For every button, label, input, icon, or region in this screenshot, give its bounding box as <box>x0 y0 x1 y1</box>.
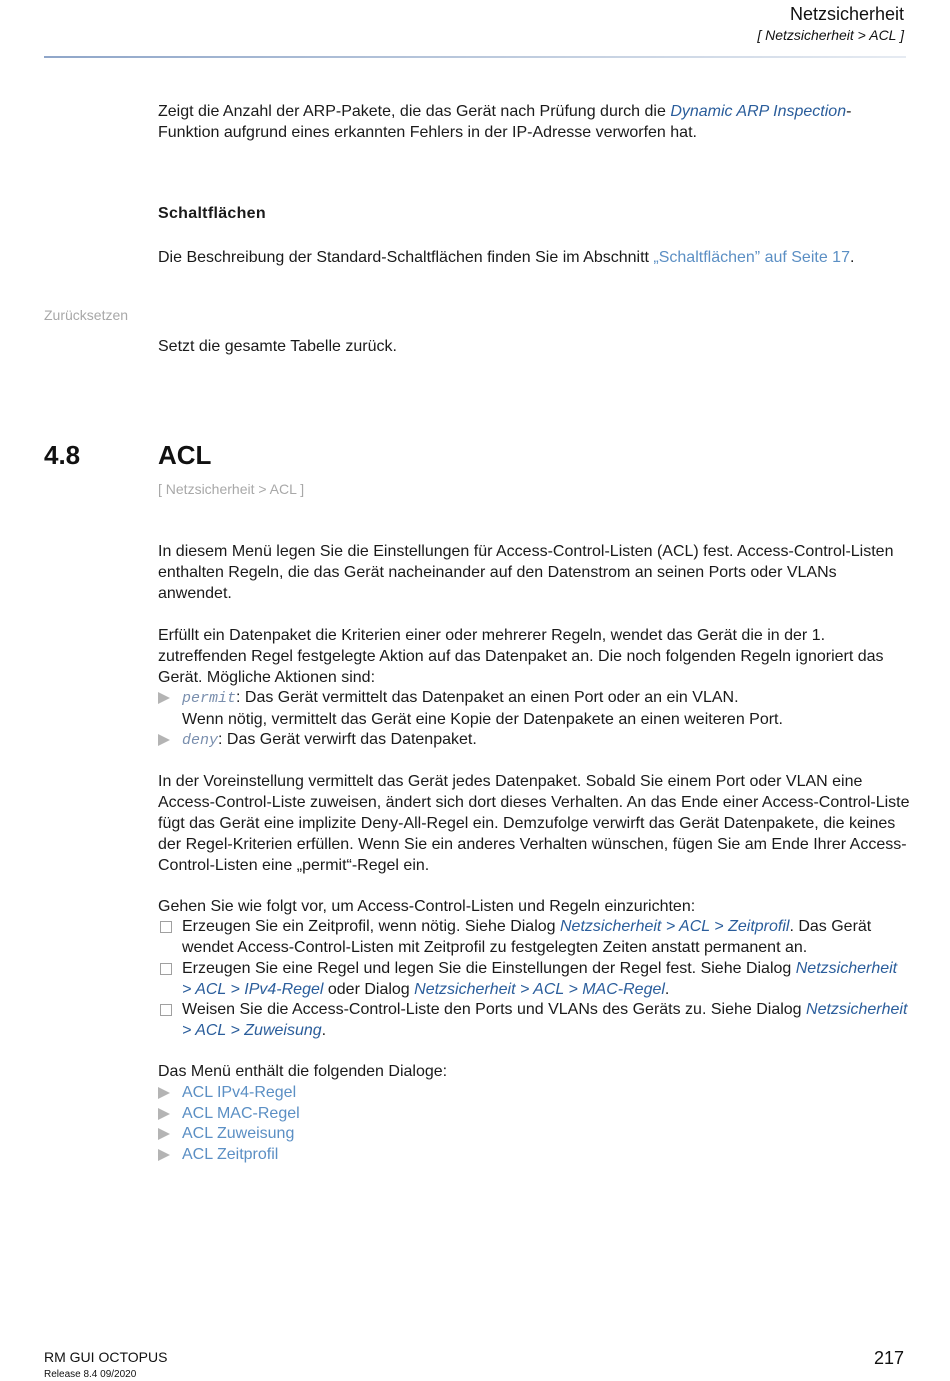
deny-code: deny <box>182 732 219 749</box>
section-title: ACL <box>158 440 212 470</box>
step-2-text-mid: oder Dialog <box>323 981 415 998</box>
bullet-triangle-icon <box>158 1108 170 1120</box>
bullet-triangle-icon <box>158 734 170 746</box>
dialog-link-item <box>158 1123 910 1144</box>
dialog-link-item <box>158 1144 910 1165</box>
paragraph-acl-intro: In diesem Menü legen Sie die Einstellungen für Access-Control-Listen (ACL) fest. Access-Control-Listen enthalten Regeln, die das Gerät nacheinander auf den Datenstrom an seinen Ports oder VLANs anwendet. <box>158 543 894 602</box>
ipv4-regel-dialog-link[interactable]: Netzsicherheit > ACL > IPv4-Regel <box>182 960 898 998</box>
dynamic-arp-inspection-link[interactable]: Dynamic ARP Inspection <box>670 103 847 120</box>
paragraph-acl-rules: Erfüllt ein Datenpaket die Kriterien einer oder mehrerer Regeln, wendet das Gerät die in der 1. zutreffenden Regel festgelegte Aktion auf das Datenpaket an. Die noch folgenden Regeln ignoriert das Gerät. Mögliche Aktionen sind: <box>158 627 884 686</box>
bullet-triangle-icon <box>158 1149 170 1161</box>
step-1-text: Erzeugen Sie ein Zeitprofil, wenn nötig. Siehe Dialog <box>182 918 560 935</box>
step-2-text: Erzeugen Sie eine Regel und legen Sie die Einstellungen der Regel fest. Siehe Dialog <box>182 960 796 977</box>
paragraph-steps-intro: Gehen Sie wie folgt vor, um Access-Control-Listen und Regeln einzurichten: <box>158 898 696 915</box>
bullet-triangle-icon <box>158 1087 170 1099</box>
section-number: 4.8 <box>44 440 81 470</box>
checkbox-icon <box>160 921 172 933</box>
page-header-title: Netzsicherheit <box>789 4 904 24</box>
paragraph-dialogs-intro: Das Menü enthält die folgenden Dialoge: <box>158 1063 448 1080</box>
intro-text-after: -Funktion aufgrund eines erkannten Fehlers in der IP-Adresse verworfen hat. <box>158 103 852 141</box>
intro-text-before: Zeigt die Anzahl der ARP-Pakete, die das Gerät nach Prüfung durch die <box>158 103 671 120</box>
checkbox-icon <box>160 1004 172 1016</box>
intro-paragraph <box>158 101 910 143</box>
page-header-breadcrumb: [ Netzsicherheit > ACL ] <box>757 27 904 43</box>
zeitprofil-dialog-link[interactable]: Netzsicherheit > ACL > Zeitprofil <box>560 918 790 935</box>
buttons-text-after: . <box>849 249 855 266</box>
acl-ipv4-regel-link[interactable]: ACL IPv4-Regel <box>182 1084 297 1101</box>
list-item-permit <box>158 687 910 729</box>
checkbox-icon <box>160 963 172 975</box>
permit-text: : Das Gerät vermittelt das Datenpaket an einen Port oder an ein VLAN. <box>236 689 739 706</box>
paragraph-default-behavior: In der Voreinstellung vermittelt das Gerät jedes Datenpaket. Sobald Sie einem Port oder VLAN eine Access-Control-Liste zuweisen, ändert sich dort dieses Verhalten. An das Ende einer Access-Control-Liste fügt das Gerät eine implizite Deny-All-Regel ein. Demzufolge verwirft das Gerät Datenpakete, die keines der Regel-Kriterien erfüllen. Wenn Sie ein anderes Verhalten wünschen, fügen Sie am Ende Ihrer Access-Control-Listen eine „permit“-Regel ein. <box>158 773 910 874</box>
step-3-text-after: . <box>321 1022 327 1039</box>
bullet-triangle-icon <box>158 692 170 704</box>
permit-code: permit <box>182 690 237 707</box>
step-3-text: Weisen Sie die Access-Control-Liste den Ports und VLANs des Geräts zu. Siehe Dialog <box>182 1001 807 1018</box>
acl-zuweisung-link[interactable]: ACL Zuweisung <box>182 1125 295 1142</box>
step-item-regel <box>158 958 910 1000</box>
bullet-triangle-icon <box>158 1128 170 1140</box>
step-1-text-after: . Das Gerät wendet Access-Control-Listen mit Zeitprofil zu festgelegten Zeiten anstatt permanent an. <box>182 918 872 956</box>
permit-text-2: Wenn nötig, vermittelt das Gerät eine Kopie der Datenpakete an einen weiteren Port. <box>182 711 783 728</box>
deny-text: : Das Gerät verwirft das Datenpaket. <box>218 731 477 748</box>
footer-release: Release 8.4 09/2020 <box>44 1369 137 1380</box>
dialog-link-item <box>158 1103 910 1124</box>
schaltflaechen-page-link[interactable]: „Schaltflächen” auf Seite 17 <box>653 249 850 266</box>
acl-mac-regel-link[interactable]: ACL MAC-Regel <box>182 1105 300 1122</box>
list-item-deny <box>158 729 910 750</box>
header-divider <box>44 56 906 58</box>
buttons-paragraph <box>158 247 910 268</box>
acl-zeitprofil-link[interactable]: ACL Zeitprofil <box>182 1146 279 1163</box>
step-2-text-after: . <box>664 981 670 998</box>
footer-product: RM GUI OCTOPUS <box>44 1349 168 1365</box>
step-item-zeitprofil <box>158 916 910 958</box>
buttons-text-before: Die Beschreibung der Standard-Schaltflächen finden Sie im Abschnitt <box>158 249 654 266</box>
dialog-link-item <box>158 1082 910 1103</box>
reset-description: Setzt die gesamte Tabelle zurück. <box>158 338 397 355</box>
zuweisung-dialog-link[interactable]: Netzsicherheit > ACL > Zuweisung <box>182 1001 908 1039</box>
page-number: 217 <box>873 1348 904 1368</box>
mac-regel-dialog-link[interactable]: Netzsicherheit > ACL > MAC-Regel <box>414 981 665 998</box>
buttons-heading: Schaltflächen <box>158 205 266 222</box>
section-path: [ Netzsicherheit > ACL ] <box>158 481 305 497</box>
step-item-zuweisung <box>158 999 910 1041</box>
reset-label: Zurücksetzen <box>44 307 129 323</box>
